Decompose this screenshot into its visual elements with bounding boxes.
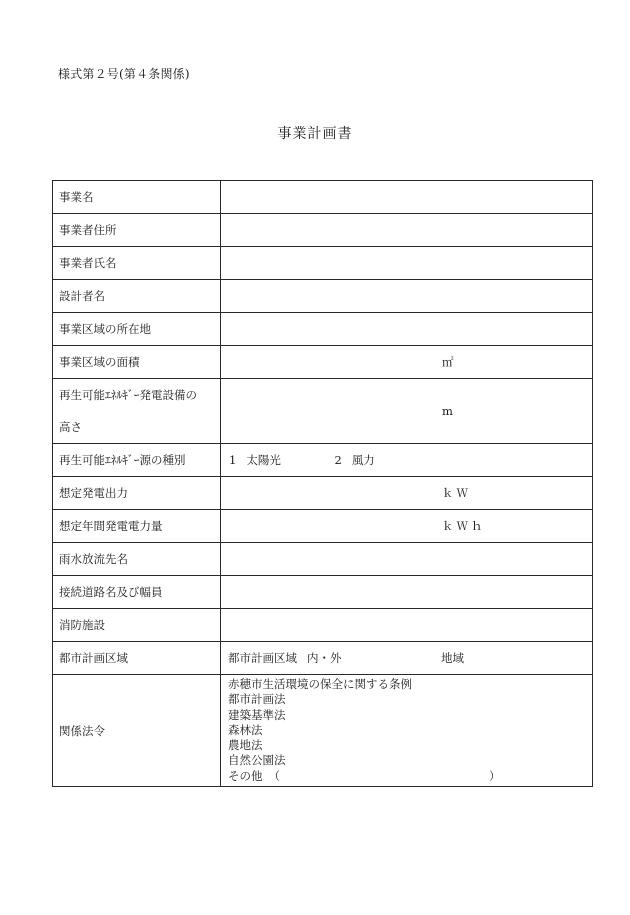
table-row [53,280,593,313]
fire-facility-field[interactable] [221,609,593,642]
operator-address-label: 事業者住所 [53,214,221,247]
road-field[interactable] [221,576,593,609]
fire-facility-label: 消防施設 [53,609,221,642]
energy-type-field[interactable] [221,444,593,477]
designer-name-label: 設計者名 [53,280,221,313]
height-field[interactable] [221,379,593,444]
other-paren-close: ） [489,768,501,783]
table-row [53,642,593,675]
output-field[interactable] [221,477,593,510]
operator-name-label: 事業者氏名 [53,247,221,280]
table-row [53,510,593,543]
other-label: その他 [228,768,263,783]
area-field[interactable] [221,346,593,379]
drainage-field[interactable] [221,543,593,576]
height-label-line1: 再生可能ｴﾈﾙｷﾞｰ発電設備の [59,388,197,402]
in-out-choice[interactable]: 内・外 [307,651,342,665]
table-row [53,247,593,280]
table-row [53,576,593,609]
table-row [53,214,593,247]
option-number: 1 [229,453,237,467]
output-label: 想定発電出力 [53,477,221,510]
operator-name-field[interactable] [221,247,593,280]
law-item[interactable]: 森林法 [228,722,263,737]
business-name-field[interactable] [221,181,593,214]
law-item[interactable]: 建築基準法 [228,707,286,722]
annual-output-field[interactable] [221,510,593,543]
table-row [53,477,593,510]
location-label: 事業区域の所在地 [53,313,221,346]
table-row [53,444,593,477]
output-unit: ｋＷ [442,486,471,500]
operator-address-field[interactable] [221,214,593,247]
height-label-line2: 高さ [59,420,82,434]
business-plan-table [52,180,593,787]
option-number: 2 [334,453,342,467]
energy-option-wind[interactable] [334,452,374,468]
energy-type-label: 再生可能ｴﾈﾙｷﾞｰ源の種別 [53,444,221,477]
area-label: 事業区域の面積 [53,346,221,379]
table-row [53,379,593,444]
road-label: 接続道路名及び幅員 [53,576,221,609]
table-row [53,346,593,379]
form-number: 様式第２号(第４条関係) [58,67,190,81]
table-row [53,181,593,214]
law-item[interactable]: 都市計画法 [228,692,286,707]
table-row [53,543,593,576]
option-text: 太陽光 [246,453,281,467]
area-unit: ㎡ [442,355,454,369]
business-name-label: 事業名 [53,181,221,214]
drainage-label: 雨水放流先名 [53,543,221,576]
table-row [53,675,593,787]
law-item[interactable]: 赤穂市生活環境の保全に関する条例 [228,677,412,692]
city-planning-field[interactable] [221,642,593,675]
law-item[interactable]: 自然公園法 [228,753,286,768]
table-row [53,609,593,642]
annual-output-unit: ｋＷｈ [442,519,486,533]
other-paren-open: （ [268,768,280,783]
document-title: 事業計画書 [277,126,353,142]
option-text: 風力 [351,453,375,467]
city-planning-label: 都市計画区域 [53,642,221,675]
table-row [53,313,593,346]
law-item[interactable]: 農地法 [228,738,263,753]
location-field[interactable] [221,313,593,346]
laws-label: 関係法令 [53,675,221,787]
height-unit: m [442,404,453,418]
district-label: 地域 [441,651,464,665]
law-item-other[interactable] [228,769,592,784]
height-label [53,379,221,444]
laws-list[interactable] [221,675,593,787]
annual-output-label: 想定年間発電電力量 [53,510,221,543]
city-planning-area-text: 都市計画区域 [228,651,297,665]
energy-option-solar[interactable] [229,452,281,468]
designer-name-field[interactable] [221,280,593,313]
